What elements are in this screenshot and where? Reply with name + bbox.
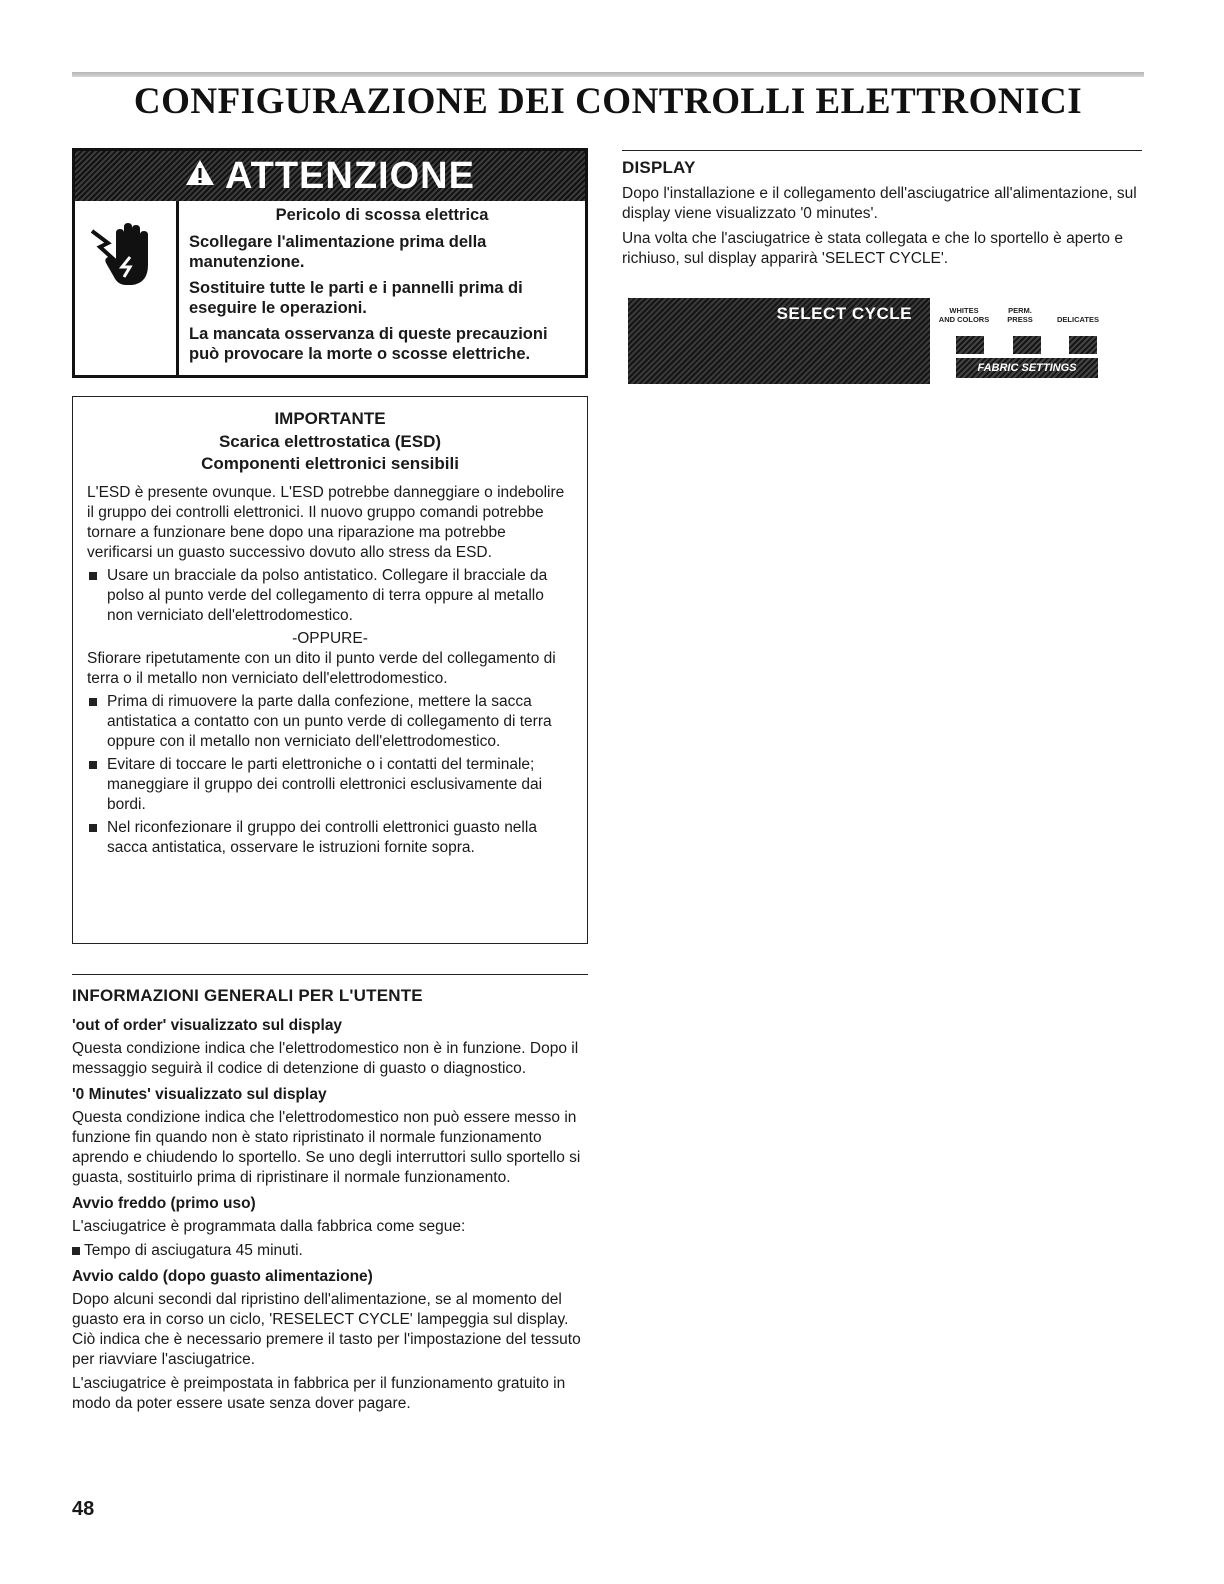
page-number: 48 <box>72 1498 95 1520</box>
important-intro: L'ESD è presente ovunque. L'ESD potrebbe danneggiare o indebolire il gruppo dei controlli elettronici. Il nuovo gruppo comandi potrebbe tornare a funzionare bene dopo una riparazione ma potrebbe verificarsi un guasto successivo dovuto allo stress da ESD. <box>87 484 565 561</box>
important-bullet-3: Evitare di toccare le parti elettroniche o i contatti del terminale; maneggiare il gruppo dei controlli elettronici esclusivamente dai bordi. <box>87 755 573 815</box>
warning-triangle-icon <box>185 159 215 194</box>
electric-shock-hand-icon <box>75 201 179 375</box>
general-s2-title: '0 Minutes' visualizzato sul display <box>72 1086 327 1103</box>
perm-press-button[interactable] <box>1013 336 1041 354</box>
whites-label-line-1: WHITES <box>949 306 979 315</box>
general-s4-text-2: L'asciugatrice è preimpostata in fabbrica per il funzionamento gratuito in modo da poter essere usate senza dover pagare. <box>72 1375 566 1412</box>
warning-header <box>75 151 585 201</box>
warning-box <box>72 148 588 378</box>
important-subheading-1: Scarica elettrostatica (ESD) <box>218 432 442 451</box>
important-heading: IMPORTANTE <box>274 409 386 428</box>
display-text <box>622 184 1142 274</box>
general-s3-title: Avvio freddo (primo uso) <box>72 1195 256 1212</box>
whites-label-line-2: AND COLORS <box>938 315 990 324</box>
general-s1-title: 'out of order' visualizzato sul display <box>72 1017 343 1034</box>
warning-line-1: Scollegare l'alimentazione prima della manutenzione. <box>189 233 487 271</box>
page-title: CONFIGURAZIONE DEI CONTROLLI ELETTRONICI <box>133 81 1083 122</box>
top-rule <box>72 72 1144 77</box>
display-panel-text: SELECT CYCLE <box>776 304 912 323</box>
delicates-button[interactable] <box>1069 336 1097 354</box>
perm-press-label <box>1000 306 1040 324</box>
general-s2-text: Questa condizione indica che l'elettrodomestico non può essere messo in funzione fin quando non è stato ripristinato il normale funzionamento aprendo e chiudendo lo sportello. Se uno degli interruttori sullo sportello si guasta, sostituirlo prima di ripristinare il normale funzionamento. <box>72 1109 581 1186</box>
general-content <box>72 1010 588 1418</box>
warning-heading: Pericolo di scossa elettrica <box>275 206 489 224</box>
warning-line-3: La mancata osservanza di queste precauzioni può provocare la morte o scosse elettriche. <box>189 325 548 363</box>
important-alt: Sfiorare ripetutamente con un dito il punto verde del collegamento di terra o il metallo non verniciato dell'elettrodomestico. <box>87 650 556 687</box>
whites-label <box>936 306 992 324</box>
warning-header-text: ATTENZIONE <box>225 154 475 197</box>
display-heading: DISPLAY <box>622 158 696 177</box>
general-s4-title: Avvio caldo (dopo guasto alimentazione) <box>72 1268 373 1285</box>
perm-press-label-line-2: PRESS <box>1007 315 1033 324</box>
perm-press-label-line-1: PERM. <box>1008 306 1032 315</box>
general-rule <box>72 974 588 975</box>
general-s3-text: L'asciugatrice è programmata dalla fabbrica come segue: <box>72 1218 466 1235</box>
general-s4-text-1: Dopo alcuni secondi dal ripristino dell'alimentazione, se al momento del guasto era in corso un ciclo, 'RESELECT CYCLE' lampeggia sul display. Ciò indica che è necessario premere il tasto per l'impostazione del tessuto per riavviare l'asciugatrice. <box>72 1291 581 1368</box>
important-bullet-1: Usare un bracciale da polso antistatico. Collegare il bracciale da polso al punto verde del collegamento di terra oppure al metallo non verniciato dell'elettrodomestico. <box>87 566 573 626</box>
display-paragraph-2: Una volta che l'asciugatrice è stata collegata e che lo sportello è aperto e richiuso, sul display apparirà 'SELECT CYCLE'. <box>622 230 1123 267</box>
display-paragraph-1: Dopo l'installazione e il collegamento dell'asciugatrice all'alimentazione, sul display viene visualizzato '0 minutes'. <box>622 185 1137 222</box>
warning-line-2: Sostituire tutte le parti e i pannelli prima di eseguire le operazioni. <box>189 279 523 317</box>
or-separator: -OPPURE- <box>292 630 368 647</box>
general-heading: INFORMAZIONI GENERALI PER L'UTENTE <box>72 986 423 1005</box>
general-s3-bullet: Tempo di asciugatura 45 minuti. <box>72 1241 588 1261</box>
important-box <box>72 396 588 944</box>
delicates-label: DELICATES <box>1057 315 1099 324</box>
general-s1-text: Questa condizione indica che l'elettrodomestico non è in funzione. Dopo il messaggio seguirà il codice di detenzione di guasto o diagnostico. <box>72 1040 579 1077</box>
display-rule <box>622 150 1142 151</box>
important-bullet-2: Prima di rimuovere la parte dalla confezione, mettere la sacca antistatica a contatto con un punto verde di collegamento di terra oppure con il metallo non verniciato dell'elettrodomestico. <box>87 692 573 752</box>
important-subheading-2: Componenti elettronici sensibili <box>201 454 459 473</box>
important-bullet-4: Nel riconfezionare il gruppo dei controlli elettronici guasto nella sacca antistatica, osservare le istruzioni fornite sopra. <box>87 818 573 858</box>
display-panel <box>628 298 930 384</box>
whites-button[interactable] <box>956 336 984 354</box>
fabric-settings-label: FABRIC SETTINGS <box>956 358 1098 378</box>
